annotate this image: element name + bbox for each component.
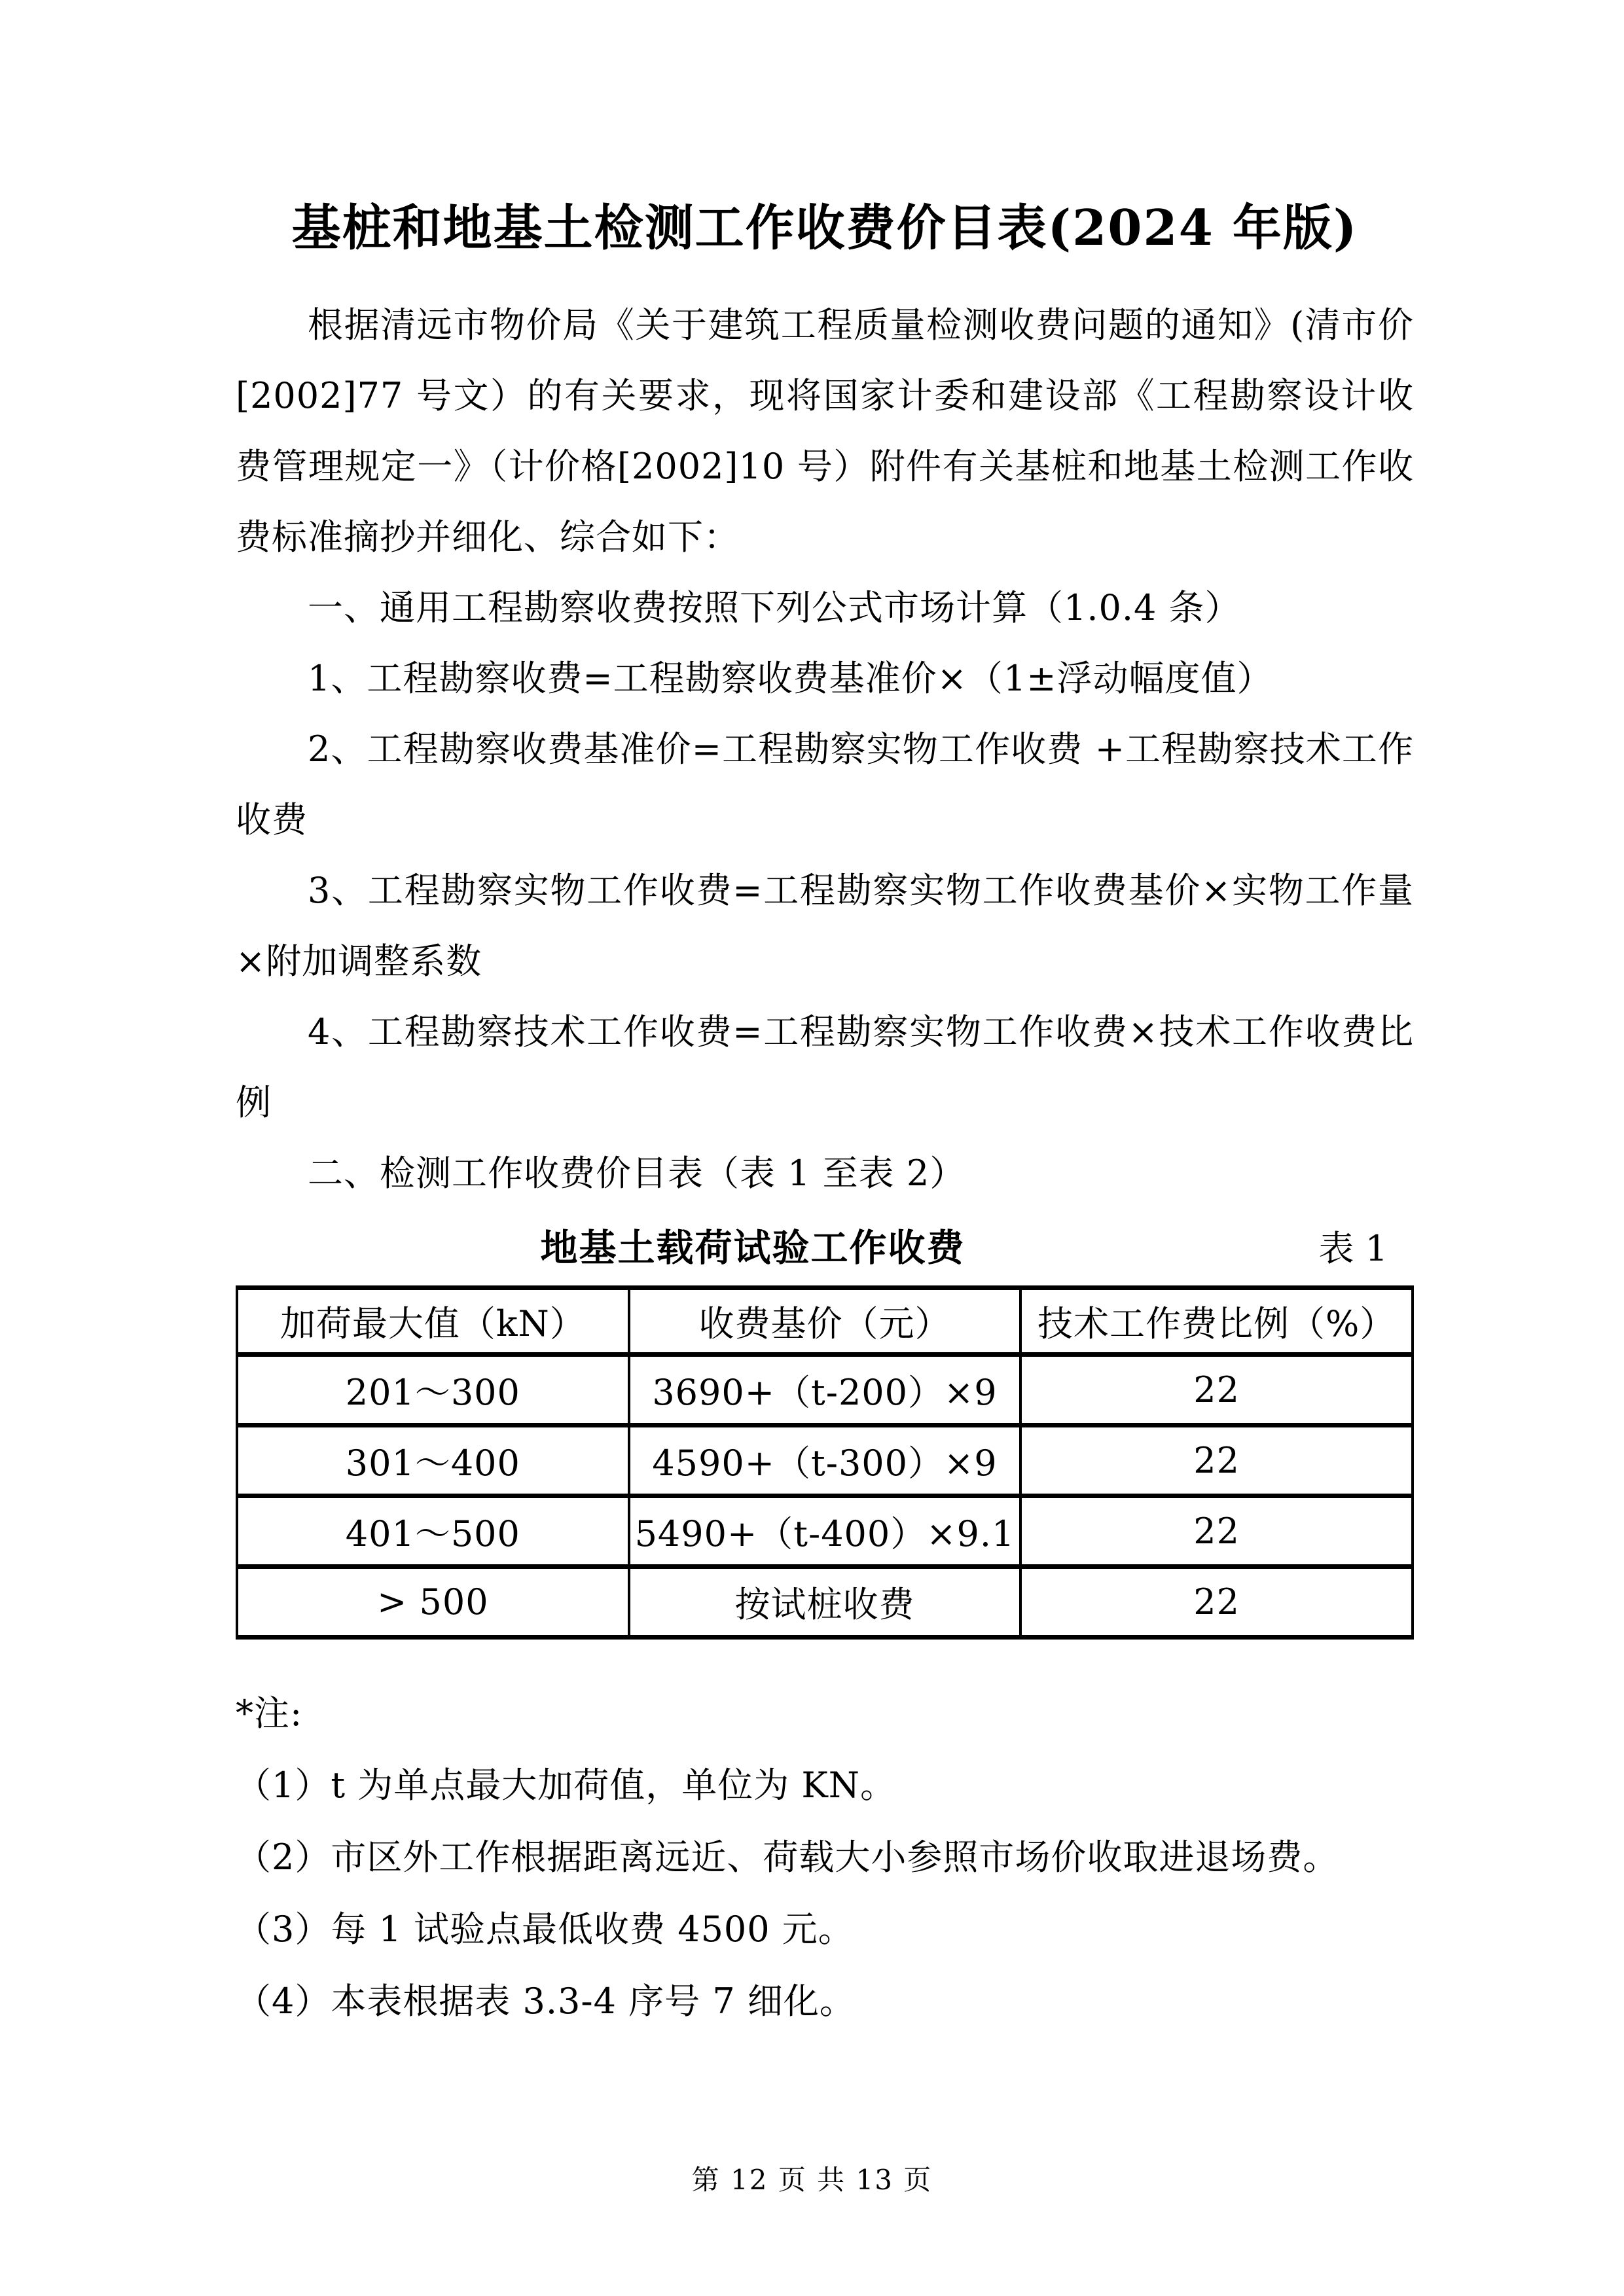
table-caption-title: 地基土载荷试验工作收费 bbox=[540, 1225, 965, 1270]
body-paragraph-7: 二、检测工作收费价目表（表 1 至表 2） bbox=[308, 1152, 966, 1194]
body-paragraph-4: 2、工程勘察收费基准价=工程勘察实物工作收费 +工程勘察技术工作收费 bbox=[236, 728, 1414, 840]
table-row bbox=[237, 1425, 1413, 1496]
table-cell: 5490+（t-400）×9.1 bbox=[629, 1496, 1021, 1566]
table-cell: 22 bbox=[1020, 1566, 1413, 1637]
note-item-3: （3）每 1 试验点最低收费 4500 元。 bbox=[236, 1908, 854, 1950]
table-row bbox=[237, 1496, 1413, 1566]
page-footer: 第 12 页 共 13 页 bbox=[691, 2164, 933, 2196]
table-cell: 301～400 bbox=[237, 1425, 629, 1496]
document-content bbox=[236, 196, 1414, 2037]
body-paragraph-2: 一、通用工程勘察收费按照下列公式市场计算（1.0.4 条） bbox=[308, 586, 1241, 628]
table-cell: 22 bbox=[1020, 1496, 1413, 1566]
column-header-max-load: 加荷最大值（kN） bbox=[237, 1287, 629, 1354]
table-cell: 按试桩收费 bbox=[629, 1566, 1021, 1637]
table-cell: 201～300 bbox=[237, 1354, 629, 1425]
fee-table-body bbox=[237, 1354, 1413, 1637]
fee-table-header bbox=[237, 1287, 1413, 1354]
table-number-tag: 表 1 bbox=[1318, 1227, 1388, 1269]
table-caption bbox=[236, 1222, 1414, 1275]
body-paragraph-3: 1、工程勘察收费=工程勘察收费基准价×（1±浮动幅度值） bbox=[308, 657, 1273, 699]
document-title: 基桩和地基土检测工作收费价目表(2024 年版) bbox=[291, 199, 1358, 257]
notes-section bbox=[236, 1677, 1414, 2037]
fee-table bbox=[236, 1285, 1414, 1640]
table-cell: 3690+（t-200）×9 bbox=[629, 1354, 1021, 1425]
column-header-base-price: 收费基价（元） bbox=[629, 1287, 1021, 1354]
table-cell: > 500 bbox=[237, 1566, 629, 1637]
table-cell: 4590+（t-300）×9 bbox=[629, 1425, 1021, 1496]
note-item-1: （1）t 为单点最大加荷值，单位为 KN。 bbox=[236, 1764, 896, 1806]
note-item-4: （4）本表根据表 3.3-4 序号 7 细化。 bbox=[236, 1980, 856, 2022]
body-paragraph-6: 4、工程勘察技术工作收费=工程勘察实物工作收费×技术工作收费比例 bbox=[236, 1011, 1414, 1123]
note-item-2: （2）市区外工作根据距离远近、荷载大小参照市场价收取进退场费。 bbox=[236, 1836, 1339, 1878]
table-cell: 22 bbox=[1020, 1354, 1413, 1425]
notes-label: *注: bbox=[236, 1692, 303, 1734]
column-header-tech-fee-ratio: 技术工作费比例（%） bbox=[1020, 1287, 1413, 1354]
table-cell: 22 bbox=[1020, 1425, 1413, 1496]
table-header-row bbox=[237, 1287, 1413, 1354]
table-cell: 401～500 bbox=[237, 1496, 629, 1566]
table-row bbox=[237, 1354, 1413, 1425]
body-paragraph-1: 根据清远市物价局《关于建筑工程质量检测收费问题的通知》(清市价[2002]77 号文）的有关要求，现将国家计委和建设部《工程勘察设计收费管理规定一》（计价格[2002]10 号）附件有关基桩和地基土检测工作收费标准摘抄并细化、综合如下： bbox=[236, 304, 1414, 558]
table-row bbox=[237, 1566, 1413, 1637]
body-paragraph-5: 3、工程勘察实物工作收费=工程勘察实物工作收费基价×实物工作量×附加调整系数 bbox=[236, 869, 1414, 982]
